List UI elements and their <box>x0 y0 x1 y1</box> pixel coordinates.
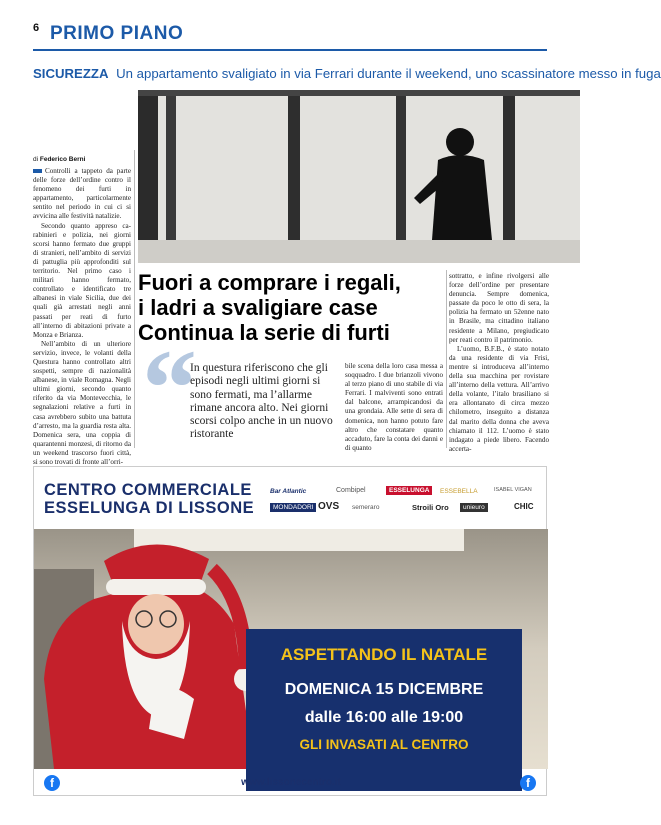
facebook-icon[interactable]: f <box>44 775 60 791</box>
event-panel <box>246 629 522 791</box>
brand-logo: Stroili Oro <box>412 503 449 512</box>
brand-logo: Bar Atlantic <box>270 488 307 495</box>
article-column-4 <box>449 272 549 453</box>
website-link[interactable]: www.lissonecentro.it <box>241 777 341 788</box>
headline: Fuori a comprare i regali, i ladri a svaligiare case Continua la serie di furti <box>138 270 401 345</box>
event-title: ASPETTANDO IL NATALE <box>280 645 488 664</box>
ad-title: CENTRO COMMERCIALE ESSELUNGA DI LISSONE <box>44 481 255 517</box>
paragraph: Secondo quanto appreso ca-rabinieri e polizia, nei giorni scorsi hanno fermato due gruppi di stranieri, nell’ambito di servizi di pattuglia più approfonditi sul territorio. Nel primo caso i militari hanno fermato, controllato e identificato tre albanesi in viale Sicilia, due dei quali già arrestati negli anni passati per reati di furto all’interno di abitazioni private a Monza e Brianza. <box>33 221 131 339</box>
brand-logo: ESSEBELLA <box>440 488 478 495</box>
event-time: dalle 16:00 alle 19:00 <box>304 709 464 726</box>
ad-footer <box>34 769 548 797</box>
article-column-1 <box>33 167 131 466</box>
ad-photo <box>34 529 548 769</box>
summary: Un appartamento svaligiato in via Ferrari durante il weekend, uno scassinatore messo in fuga <box>116 66 661 81</box>
brand-logo: ESSELUNGA <box>386 486 432 495</box>
header-rule <box>33 49 547 51</box>
brand-logo: MONDADORI <box>270 503 316 512</box>
brand-logos <box>270 485 540 515</box>
byline-prefix: di <box>33 156 39 163</box>
brand-logo: Combipel <box>336 487 366 494</box>
brand-logo: ISABEL VIGAN <box>494 487 532 493</box>
brand-logo: semeraro <box>352 504 380 511</box>
kicker: SICUREZZA <box>33 66 109 81</box>
paragraph-marker <box>33 169 42 173</box>
column-rule <box>446 270 447 448</box>
paragraph: Controlli a tappeto da parte delle forze dell’ordine contro il fenomeno dei furti in appartamento, particolarmente sentito nel periodo in cui ci si avvicina alle festività natalizie. <box>33 167 131 221</box>
article-kicker-line <box>33 66 661 81</box>
paragraph: bile scena della loro casa messa a soqquadro. I due brianzoli vivono al terzo piano di uno stabile di via Ferrari. I malviventi sono entrati dal balcone, arrampicandosi da una grondaia. Alle sette di sera di domenica, non hanno potuto fare altro che constatare quanto accaduto, fare la conta dei danni e di quanto <box>345 362 443 452</box>
brand-logo: CHIC <box>514 502 534 511</box>
paragraph: L’uomo, B.F.B., è stato notato da una residente di via Frisi, mentre si introduceva all’interno della sua macchina per rovistare all’interno della vettura. All’arrivo della volante, l’italo brasiliano si era allontanato di circa mezzo chilometro, inseguito a distanza dal marito della donna che aveva chiamato il 112. L’uomo è stato indagato a piede libero. Facendo accerta- <box>449 344 549 453</box>
byline <box>33 156 131 163</box>
paragraph: Nell’ambito di un ulteriore servizio, invece, le volanti della Questura hanno controllato altri sospetti, sempre di nazionalità albanese, in viale Romagna. Negli ultimi giorni, secondo quanto riferito da via Montevecchia, le segnalazioni relative a furti in casa avrebbero subito una battuta d’arresto, ma la guardia resta alta. Domenica sera, una coppia di quarantenni monzesi, di ritorno da un weekend trascorso fuori città, si sono trovati di fronte all’orri- <box>33 339 131 466</box>
page-number: 6 <box>33 22 40 34</box>
column-rule <box>134 150 135 448</box>
advertisement[interactable] <box>33 466 547 796</box>
article-column-3 <box>345 362 443 452</box>
author: Federico Berni <box>39 156 86 163</box>
paragraph: sottratto, e infine rivolgersi alle forze dell’ordine per presentare denuncia. Sempre domenica, passate da poco le otto di sera, la polizia ha fermato un 52enne nato in Brasile, ma cittadino italiano residente a Milano, pregiudicato per reati contro il patrimonio. <box>449 272 549 344</box>
section-title: PRIMO PIANO <box>50 23 184 44</box>
silhouette-photo <box>138 90 580 263</box>
article-photo <box>138 90 580 263</box>
brand-logo: OVS <box>318 501 340 512</box>
quote-mark-icon: “ <box>142 327 197 449</box>
event-date: DOMENICA 15 DICEMBRE <box>284 681 484 698</box>
pull-quote: In questura riferiscono che gli episodi negli ultimi giorni si sono fermati, ma l’allarme rimane ancora alto. Nei giorni scorsi colpo anche in un nuovo ristorante <box>190 362 333 441</box>
event-subtitle: GLI INVASATI AL CENTRO <box>299 737 469 752</box>
brand-logo: unieuro <box>460 503 488 512</box>
facebook-icon[interactable]: f <box>520 775 536 791</box>
